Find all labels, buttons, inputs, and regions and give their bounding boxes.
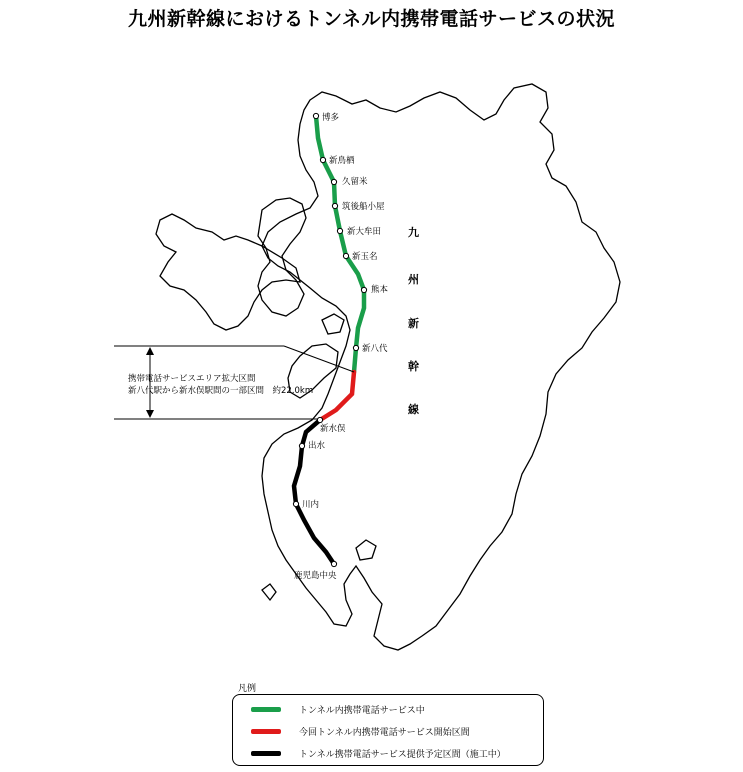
legend-label: 今回トンネル内携帯電話サービス開始区間 (299, 727, 470, 738)
shimabara-peninsula (258, 198, 306, 316)
station-label: 新大牟田 (347, 227, 382, 237)
stations-layer (293, 112, 388, 581)
legend-swatch-green (251, 707, 281, 712)
legend-item-new-service (251, 724, 470, 738)
station-marker (331, 561, 336, 566)
kyushu-coastline (262, 84, 620, 650)
line-name-char: 九 (408, 226, 419, 239)
station-marker (353, 345, 358, 350)
station-marker (331, 179, 336, 184)
line-name-char: 幹 (408, 360, 419, 373)
station-marker (313, 113, 318, 118)
osumi-bay-island (356, 540, 376, 560)
legend-swatch-red (251, 729, 281, 734)
line-name-vertical (407, 225, 419, 416)
station-label: 新水俣 (320, 424, 346, 434)
station-marker (343, 253, 348, 258)
legend-title: 凡例 (238, 684, 257, 694)
station-marker (320, 157, 325, 162)
station-label: 熊本 (371, 285, 389, 295)
station-label: 新八代 (362, 344, 388, 354)
south-island (262, 584, 276, 600)
station-label: 出水 (308, 441, 326, 451)
legend-item-in-service (251, 702, 425, 716)
annotation-arrow-down (146, 410, 154, 418)
annotation-arrow-up (146, 347, 154, 355)
station-marker (293, 501, 298, 506)
page-title: 九州新幹線におけるトンネル内携帯電話サービスの状況 (128, 8, 615, 30)
station-label: 新玉名 (352, 252, 378, 262)
station-marker (299, 443, 304, 448)
line-name-char: 線 (408, 403, 419, 416)
annotation-line-2: 新八代駅から新水俣駅間の一部区間 約22.0km (128, 386, 314, 396)
nagasaki-coastline (156, 214, 300, 330)
annotation-line-1: 携帯電話サービスエリア拡大区間 (128, 374, 256, 384)
station-marker (332, 203, 337, 208)
annotation-top-diag (284, 346, 354, 372)
line-name-char: 州 (408, 273, 419, 286)
station-marker (317, 417, 322, 422)
legend-swatch-black (251, 751, 281, 756)
legend-box (232, 694, 544, 766)
station-label: 新鳥栖 (329, 156, 355, 166)
station-marker (361, 287, 366, 292)
route-in-service (316, 116, 364, 372)
station-label: 川内 (302, 500, 320, 510)
station-label: 鹿児島中央 (294, 571, 337, 581)
station-label: 久留米 (342, 177, 368, 187)
line-name-char: 新 (408, 317, 419, 330)
route-new-service (320, 372, 354, 420)
legend-item-planned (251, 746, 506, 760)
station-label: 筑後船小屋 (342, 202, 385, 212)
station-label: 博多 (322, 113, 340, 123)
amakusa-small-island (322, 314, 344, 334)
legend-label: トンネル内携帯電話サービス中 (299, 705, 425, 716)
station-marker (337, 228, 342, 233)
legend-label: トンネル携帯電話サービス提供予定区間（施工中） (299, 749, 506, 760)
